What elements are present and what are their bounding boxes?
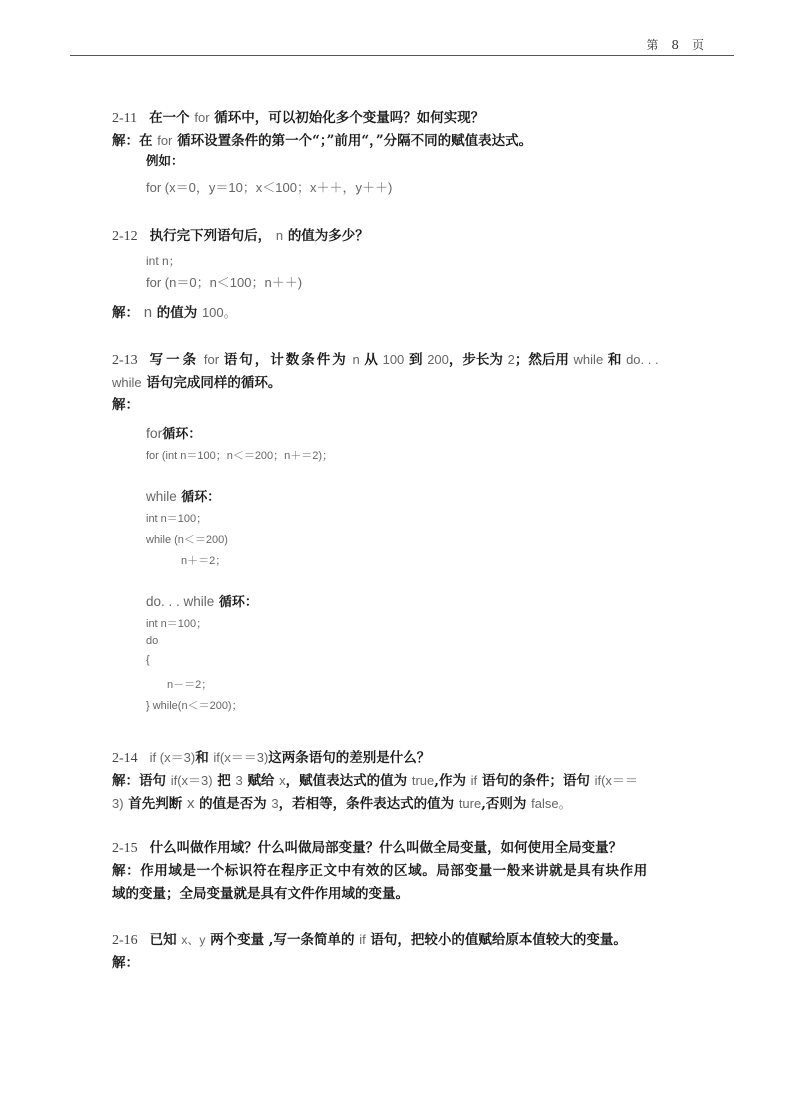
question-2-13-cont — [112, 371, 281, 391]
a-code: if(x＝＝ — [594, 773, 638, 788]
page-number: 8 — [671, 38, 680, 52]
question-number: 2-11 — [112, 111, 138, 126]
header-rule — [70, 55, 734, 56]
q-code: for — [203, 352, 220, 367]
question-number: 2-15 — [112, 841, 138, 856]
a-code: 3 — [271, 796, 279, 811]
q-code: for — [194, 110, 210, 125]
a-text: 语句的条件；语句 — [481, 773, 590, 789]
q-text: 的值为多少？ — [287, 228, 369, 244]
a-code: 3) — [112, 796, 124, 811]
a-code: 3 — [235, 773, 243, 788]
code-line: int n＝100； — [146, 513, 208, 525]
q-text: 语句，计数条件为 — [223, 352, 348, 368]
q-code: if — [359, 932, 366, 947]
code-line: while (n＜＝200) — [146, 534, 228, 546]
a-text: 解：在 — [112, 133, 153, 149]
a-code: ture — [458, 796, 482, 811]
a-text: ，若相等，条件表达式的值为 — [278, 796, 455, 812]
question-number: 2-16 — [112, 933, 138, 948]
answer-2-15-line2: 域的变量；全局变量就是具有文件作用域的变量。 — [112, 886, 409, 902]
label-text: 循环： — [162, 427, 202, 442]
a-code: 100。 — [201, 305, 237, 320]
question-2-15 — [112, 836, 622, 857]
q-text: 写一条 — [149, 352, 200, 368]
code-line: n－＝2； — [167, 679, 213, 691]
a-text: 把 — [217, 773, 231, 789]
label-text: 循环： — [218, 595, 258, 610]
page-prefix: 第 — [646, 38, 660, 52]
answer-2-13: 解： — [112, 397, 139, 413]
answer-2-16: 解： — [112, 955, 139, 971]
q-code: while — [573, 352, 604, 367]
a-text: 首先判断 — [128, 796, 183, 812]
q-code: x、y — [181, 933, 206, 947]
a-text: 的值是否为 — [199, 796, 267, 812]
label-text: 循环： — [181, 490, 221, 505]
label-code: do. . . while — [146, 594, 215, 609]
q-code: 200 — [427, 352, 449, 367]
a-code: n — [143, 304, 153, 321]
question-2-16 — [112, 928, 627, 949]
q-code: do. . . — [626, 352, 659, 367]
q-text: 在一个 — [149, 110, 190, 126]
q-text: 和 — [195, 750, 209, 766]
q-code: if(x＝＝3) — [213, 750, 269, 765]
a-code: false。 — [531, 796, 572, 811]
page-header — [634, 36, 705, 53]
a-text: 循环设置条件的第一个“；”前用“，”分隔不同的赋值表达式。 — [177, 133, 533, 149]
a-text: ,否则为 — [481, 796, 527, 812]
code-line: for (x＝0，y＝10；x＜100；x＋＋，y＋＋) — [146, 180, 393, 195]
code-line: int n； — [146, 254, 181, 268]
code-line: int n＝100； — [146, 618, 208, 630]
answer-2-14-line1 — [112, 769, 638, 789]
answer-2-11 — [112, 129, 532, 149]
code-line: } while(n＜＝200)； — [146, 700, 243, 712]
q-text: 这两条语句的差别是什么？ — [268, 750, 431, 766]
question-2-11 — [112, 106, 484, 127]
a-text: 赋给 — [247, 773, 275, 789]
a-text: 解：语句 — [112, 773, 166, 789]
page-suffix: 页 — [691, 38, 705, 52]
q-code: 2 — [507, 352, 515, 367]
q-text: 和 — [607, 352, 622, 368]
q-code: n — [352, 352, 360, 367]
q-text: 什么叫做作用域？什么叫做局部变量？什么叫做全局变量，如何使用全局变量？ — [149, 840, 623, 856]
q-text: 语句，把较小的值赋给原本值较大的变量。 — [370, 932, 627, 948]
question-2-12 — [112, 224, 369, 245]
code-line: for (n＝0；n＜100；n＋＋) — [146, 275, 303, 290]
code-line: do — [146, 635, 159, 647]
answer-2-14-line2 — [112, 792, 572, 812]
a-code: true — [411, 773, 435, 788]
a-text: 的值为 — [156, 305, 198, 321]
do-while-loop-label — [146, 591, 258, 610]
answer-2-15-line1: 解：作用域是一个标识符在程序正文中有效的区域。局部变量一般来讲就是具有块作用 — [112, 863, 648, 879]
q-text: 两个变量 ,写一条简单的 — [210, 932, 355, 948]
a-code: for — [157, 133, 173, 148]
a-code: if — [470, 773, 478, 788]
code-line: n＋＝2； — [181, 555, 227, 567]
q-code: if (x＝3) — [149, 750, 196, 765]
q-code: while — [112, 375, 142, 390]
q-text: ，步长为 — [448, 352, 503, 368]
example-label: 例如： — [146, 153, 184, 168]
q-text: 执行完下列语句后， — [149, 228, 272, 244]
a-code: x — [186, 795, 195, 812]
question-number: 2-12 — [112, 229, 138, 244]
a-text: 解： — [112, 305, 139, 321]
q-text: ；然后用 — [514, 352, 569, 368]
label-code: for — [146, 425, 163, 441]
question-2-13 — [112, 348, 659, 369]
q-text: 从 — [364, 352, 378, 368]
q-code: 100 — [382, 352, 405, 367]
q-text: 已知 — [149, 932, 177, 948]
label-code: while — [146, 489, 177, 504]
q-code: n — [275, 228, 284, 243]
question-number: 2-14 — [112, 751, 138, 766]
code-line: for (int n＝100；n＜＝200；n＋＝2)； — [146, 450, 334, 462]
for-loop-label — [146, 423, 201, 442]
a-code: x — [279, 773, 286, 788]
code-line: { — [146, 654, 150, 666]
q-text: 到 — [409, 352, 423, 368]
a-text: ,作为 — [434, 773, 466, 789]
q-text: 语句完成同样的循环。 — [146, 375, 282, 391]
a-text: ，赋值表达式的值为 — [285, 773, 408, 789]
a-code: if(x＝3) — [170, 773, 213, 788]
while-loop-label — [146, 486, 220, 505]
answer-2-12 — [112, 301, 237, 321]
question-2-14 — [112, 746, 430, 767]
q-text: 循环中，可以初始化多个变量吗？如何实现？ — [214, 110, 485, 126]
question-number: 2-13 — [112, 353, 138, 368]
